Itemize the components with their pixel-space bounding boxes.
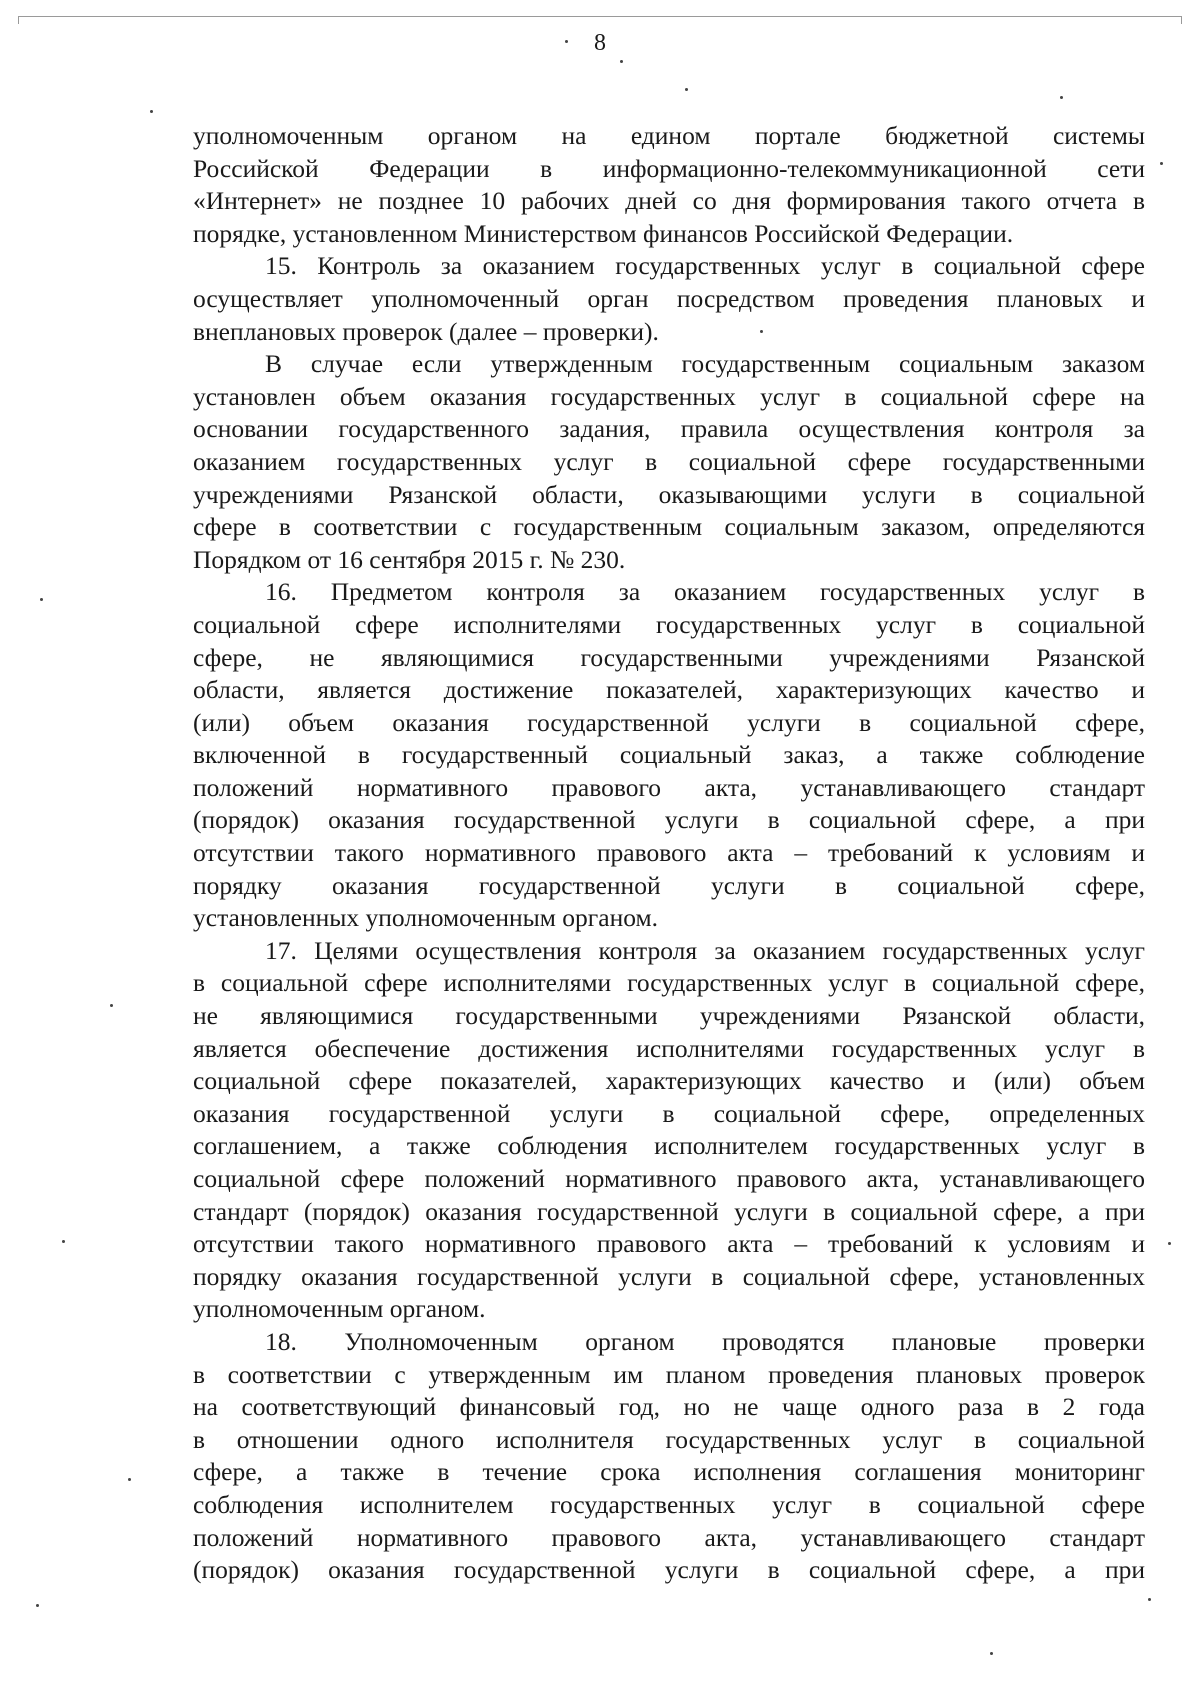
scan-speck [620,60,623,63]
scan-speck [40,598,43,601]
text-line: социальной сфере исполнителями государственных услуг в социальной [193,609,1145,639]
page-number: 8 [594,30,606,56]
text-line: отсутствии такого нормативного правового акта – требований к условиям и [193,838,1145,868]
scan-border-tick-left [18,16,19,24]
scan-speck [62,1240,65,1243]
document-body [193,120,1145,1587]
text-line: «Интернет» не позднее 10 рабочих дней со дня формирования такого отчета в [193,186,1145,216]
text-line: на соответствующий финансовый год, но не чаще одного раза в 2 года [193,1392,1145,1422]
text-line: стандарт (порядок) оказания государственной услуги в социальной сфере, а при [193,1196,1145,1226]
paragraph-line: В случае если утвержденным государственным социальным заказом [265,349,1145,379]
text-line: оказания государственной услуги в социальной сфере, определенных [193,1098,1145,1128]
text-line: сфере, не являющимися государственными учреждениями Рязанской [193,642,1145,672]
scan-speck [110,1004,113,1007]
paragraph-18-line: 18. Уполномоченным органом проводятся плановые проверки [265,1326,1145,1356]
text-line: положений нормативного правового акта, устанавливающего стандарт [193,772,1145,802]
scan-speck [1168,1242,1171,1245]
scan-border-line [18,16,1182,17]
text-line: в отношении одного исполнителя государственных услуг в социальной [193,1424,1145,1454]
text-line: установлен объем оказания государственных услуг в социальной сфере на [193,381,1145,411]
text-line: области, является достижение показателей, характеризующих качество и [193,675,1145,705]
text-line: (порядок) оказания государственной услуги в социальной сфере, а при [193,805,1145,835]
text-line: отсутствии такого нормативного правового акта – требований к условиям и [193,1229,1145,1259]
scan-speck [128,1478,131,1481]
text-line: социальной сфере положений нормативного правового акта, устанавливающего [193,1164,1145,1193]
scan-speck [1060,96,1063,99]
text-line: в соответствии с утвержденным им планом проведения плановых проверок [193,1359,1145,1389]
text-line: положений нормативного правового акта, устанавливающего стандарт [193,1522,1145,1552]
scan-border-tick-right [1181,16,1182,24]
scan-speck [565,40,568,43]
text-line: сфере в соответствии с государственным социальным заказом, определяются [193,512,1145,542]
scan-speck [1160,162,1163,165]
text-line: (или) объем оказания государственной услуги в социальной сфере, [193,707,1145,737]
text-line: социальной сфере показателей, характеризующих качество и (или) объем [193,1066,1145,1096]
text-line: включенной в государственный социальный заказ, а также соблюдение [193,740,1145,770]
scan-speck [150,110,153,113]
text-line: в социальной сфере исполнителями государственных услуг в социальной сфере, [193,968,1145,998]
paragraph-15-line: 15. Контроль за оказанием государственных услуг в социальной сфере [265,251,1145,281]
text-line: (порядок) оказания государственной услуги в социальной сфере, а при [193,1555,1145,1585]
text-line: установленных уполномоченным органом. [193,903,658,933]
scan-speck [760,330,763,333]
text-line: порядке, установленном Министерством финансов Российской Федерации. [193,218,1014,248]
text-line: соблюдения исполнителем государственных услуг в социальной сфере [193,1489,1145,1519]
text-line: уполномоченным органом. [193,1294,486,1324]
text-line: оказанием государственных услуг в социальной сфере государственными [193,446,1145,476]
text-line: уполномоченным органом на едином портале бюджетной системы [193,121,1145,150]
text-line: порядку оказания государственной услуги в социальной сфере, [193,870,1145,900]
text-line: внеплановых проверок (далее – проверки). [193,316,659,346]
text-line: сфере, а также в течение срока исполнения соглашения мониторинг [193,1457,1145,1487]
text-line: осуществляет уполномоченный орган посредством проведения плановых и [193,283,1145,313]
paragraph-17-line: 17. Целями осуществления контроля за оказанием государственных услуг [265,935,1145,965]
scan-speck [990,1652,993,1655]
text-line: не являющимися государственными учреждениями Рязанской области, [193,1001,1145,1031]
text-line: учреждениями Рязанской области, оказывающими услуги в социальной [193,479,1145,509]
text-line: Российской Федерации в информационно-телекоммуникационной сети [193,153,1145,183]
text-line: основании государственного задания, правила осуществления контроля за [193,414,1145,444]
text-line: соглашением, а также соблюдения исполнителем государственных услуг в [193,1131,1145,1161]
scan-speck [1148,1598,1151,1601]
text-line: является обеспечение достижения исполнителями государственных услуг в [193,1033,1145,1063]
text-line: Порядком от 16 сентября 2015 г. № 230. [193,544,626,574]
scan-speck [685,88,688,91]
text-line: порядку оказания государственной услуги в социальной сфере, установленных [193,1261,1145,1291]
scan-speck [36,1604,39,1607]
paragraph-16-line: 16. Предметом контроля за оказанием государственных услуг в [265,577,1145,607]
